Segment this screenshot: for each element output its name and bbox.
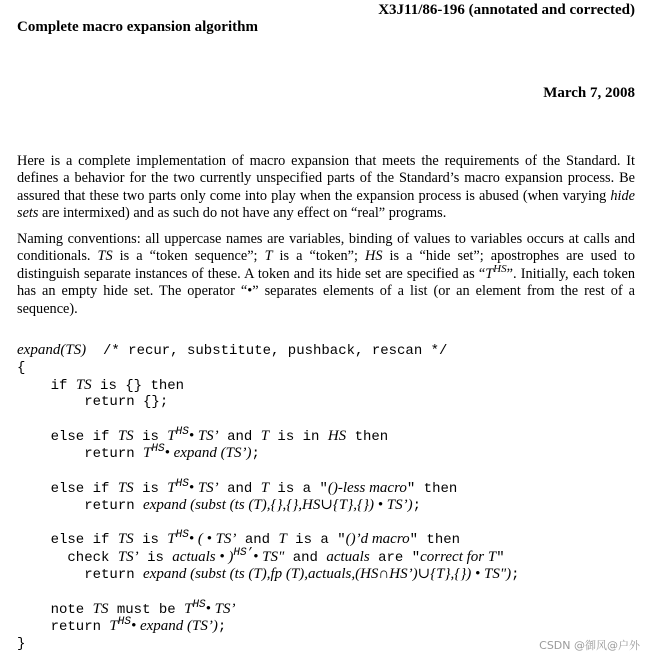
- code-line-return-empty: return {};: [17, 394, 169, 410]
- code-line-note: note TS must be $T^{HS}•$ TS’: [17, 599, 236, 618]
- code-line-close-brace: }: [17, 636, 26, 652]
- code-line-return-subst-function: return expand (subst (ts (T),fp (T),actuals,(HS∩HS’)∪{T},{}) • TS");: [17, 566, 520, 583]
- naming-conventions-paragraph: Naming conventions: all uppercase names are variables, binding of values to variables occurs at calls and conditionals. TS is a “token sequence”; T is a “token”; HS is a “hide set”; apostrophes are used to distinguish separate instances of these. A token and its hide set are specified as “$T^{HS}$”. Initially, each token has an empty hide set. The operator “•” separates elements of a list (or an element from the rest of a sequence).: [17, 231, 635, 317]
- code-line-signature: expand(TS) /* recur, substitute, pushback, rescan */: [17, 342, 448, 359]
- code-line-return-token: return $T^{HS}•$ expand (TS’);: [17, 443, 260, 462]
- code-line-return-subst-object: return expand (subst (ts (T),{},{},HS∪{T},{}) • TS’);: [17, 497, 421, 514]
- code-line-else-if-object-macro: else if TS is $T^{HS}•$ TS’ and T is a "()-less macro" then: [17, 478, 458, 497]
- code-line-open-brace: {: [17, 360, 26, 376]
- code-line-else-if-hideset: else if TS is $T^{HS}•$ TS’ and T is in HS then: [17, 426, 389, 445]
- code-line-return-final: return $T^{HS}•$ expand (TS’);: [17, 616, 227, 635]
- document-title: Complete macro expansion algorithm: [17, 19, 258, 35]
- code-line-if-empty: if TS is {} then: [17, 377, 185, 394]
- intro-paragraph: Here is a complete implementation of macro expansion that meets the requirements of the Standard. It defines a behavior for the two currently unspecified parts of the Standard’s macro expansion process. Be assured that these two parts only come into play when the expansion process is abused (when varying hide sets are intermixed) and as such do not have any effect on “real” programs.: [17, 153, 635, 222]
- document-id: X3J11/86-196 (annotated and corrected): [378, 2, 635, 18]
- code-line-check-actuals: check TS’ is actuals • )$^{HS’}$• TS" and actuals are "correct for T": [17, 547, 505, 566]
- watermark: CSDN @御风@户外: [539, 639, 640, 652]
- code-line-else-if-function-macro: else if TS is $T^{HS}•$ ( • TS’ and T is a "()’d macro" then: [17, 529, 461, 548]
- document-date: March 7, 2008: [543, 85, 635, 101]
